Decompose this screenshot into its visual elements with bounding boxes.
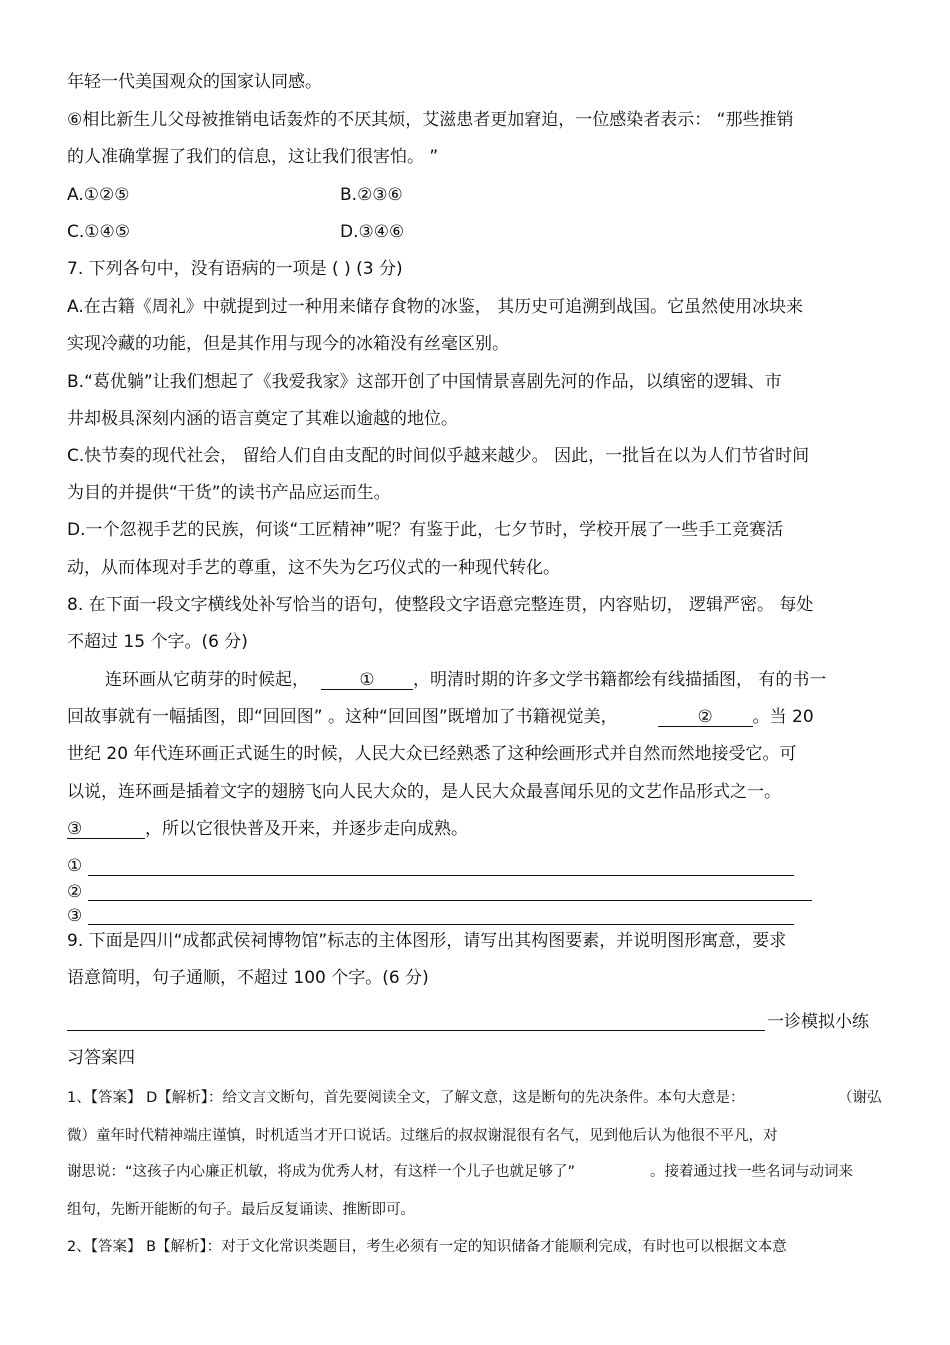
answer-line-3[interactable] (88, 924, 794, 925)
text-line: 的人准确掌握了我们的信息，这让我们很害怕。 ” (67, 147, 439, 167)
option-c: C.①④⑤ (67, 222, 130, 242)
section-title: 一诊模拟小练 (767, 1012, 869, 1032)
text-line: 以说，连环画是插着文字的翅膀飞向人民大众的，是人民大众最喜闻乐见的文艺作品形式之一。 (67, 782, 781, 802)
text-span: ，明清时期的许多文学书籍都绘有线描插图， 有的书一 (413, 670, 827, 690)
text-line (67, 819, 468, 839)
blank-1[interactable]: ① (321, 671, 413, 690)
text-span: ，艾滋患者更加窘迫，一位感染者表示： “那些推销 (405, 110, 794, 130)
text-line: 谢思说：“这孩子内心廉正机敏，将成为优秀人材，有这样一个儿子也就足够了” (67, 1164, 576, 1180)
text-span: 。当 20 (752, 707, 814, 727)
question-9: 9. 下面是四川“成都武侯祠博物馆”标志的主体图形，请写出其构图要素，并说明图形寓意，要求 (67, 931, 787, 951)
text-span: ⑥相比新生儿父母被推销电话轰炸的 (67, 110, 338, 130)
text-line: 实现冷藏的功能，但是其作用与现今的冰箱没有丝毫区别。 (67, 334, 509, 354)
option-a: A.①②⑤ (67, 185, 130, 205)
text-line: 微）童年时代精神端庄谨慎，时机适当才开口说话。过继后的叔叔谢混很有名气，见到他后认为他很不平凡，对 (67, 1128, 778, 1144)
text-span: 连环画从它萌芽的时候起， (105, 670, 309, 690)
text-line: 年轻一代美国观众的国家认同感。 (67, 72, 322, 92)
question-8: 8. 在下面一段文字横线处补写恰当的语句，使整段文字语意完整连贯，内容贴切， 逻辑严密。 每处 (67, 595, 814, 615)
text-span: 。接着通过找一些名词与动词来 (650, 1164, 853, 1180)
answer-label-2: ② (67, 882, 83, 902)
answer-label-3: ③ (67, 906, 83, 926)
question-7: 7. 下列各句中，没有语病的一项是 ( ) (3 分) (67, 259, 403, 279)
text-line (67, 110, 793, 130)
answer-2: 2、【答案】 B【解析】：对于文化常识类题目，考生必须有一定的知识储备才能顺利完成，有时也可以根据文本意 (67, 1239, 787, 1255)
answer-line-1[interactable] (88, 875, 794, 876)
option-d: D.③④⑥ (340, 222, 405, 242)
answer-line-2[interactable] (88, 900, 812, 901)
text-span: ，所以它很快普及开来，并逐步走向成熟。 (145, 819, 468, 839)
answer-1: 1、【答案】 D【解析】：给文言文断句，首先要阅读全文，了解文意，这是断句的先决条件。本句大意是： (67, 1090, 745, 1106)
text-line: D.一个忽视手艺的民族，何谈“工匠精神”呢？有鉴于此，七夕节时，学校开展了一些手工竞赛活 (67, 520, 784, 540)
text-line: 动，从而体现对手艺的尊重，这不失为乞巧仪式的一种现代转化。 (67, 558, 560, 578)
text-line (67, 707, 814, 727)
blank-2[interactable]: ② (658, 708, 753, 727)
text-line: A.在古籍《周礼》中就提到过一种用来储存食物的冰鉴， 其历史可追溯到战国。它虽然使用冰块来 (67, 297, 804, 317)
answer-label-1: ① (67, 856, 83, 876)
text-line: B.“葛优躺”让我们想起了《我爱我家》这部开创了中国情景喜剧先河的作品，以缜密的逻辑、市 (67, 372, 782, 392)
section-title-cont: 习答案四 (67, 1048, 135, 1068)
text-line (105, 670, 826, 690)
text-line: 组句，先断开能断的句子。最后反复诵读、推断即可。 (67, 1202, 415, 1218)
text-line: 不超过 15 个字。(6 分) (67, 632, 248, 652)
text-line: 为目的并提供“干货”的读书产品应运而生。 (67, 483, 391, 503)
text-span: （谢弘 (838, 1090, 882, 1106)
text-line: 世纪 20 年代连环画正式诞生的时候，人民大众已经熟悉了这种绘画形式并自然而然地接受它。可 (67, 744, 797, 764)
text-span: 回故事就有一幅插图，即“回回图” 。这种“回回图”既增加了书籍视觉美， (67, 707, 618, 727)
blank-3[interactable]: ③ (67, 820, 145, 839)
answer-line-9[interactable] (67, 1030, 765, 1031)
text-line: 井却极具深刻内涵的语言奠定了其难以逾越的地位。 (67, 409, 458, 429)
emphasis-text: 不厌其烦 · · · · (337, 110, 405, 130)
text-line: C.快节奏的现代社会， 留给人们自由支配的时间似乎越来越少。 因此，一批旨在以为人们节省时间 (67, 446, 810, 466)
text-line: 语意简明，句子通顺，不超过 100 个字。(6 分) (67, 968, 429, 988)
option-b: B.②③⑥ (340, 185, 403, 205)
